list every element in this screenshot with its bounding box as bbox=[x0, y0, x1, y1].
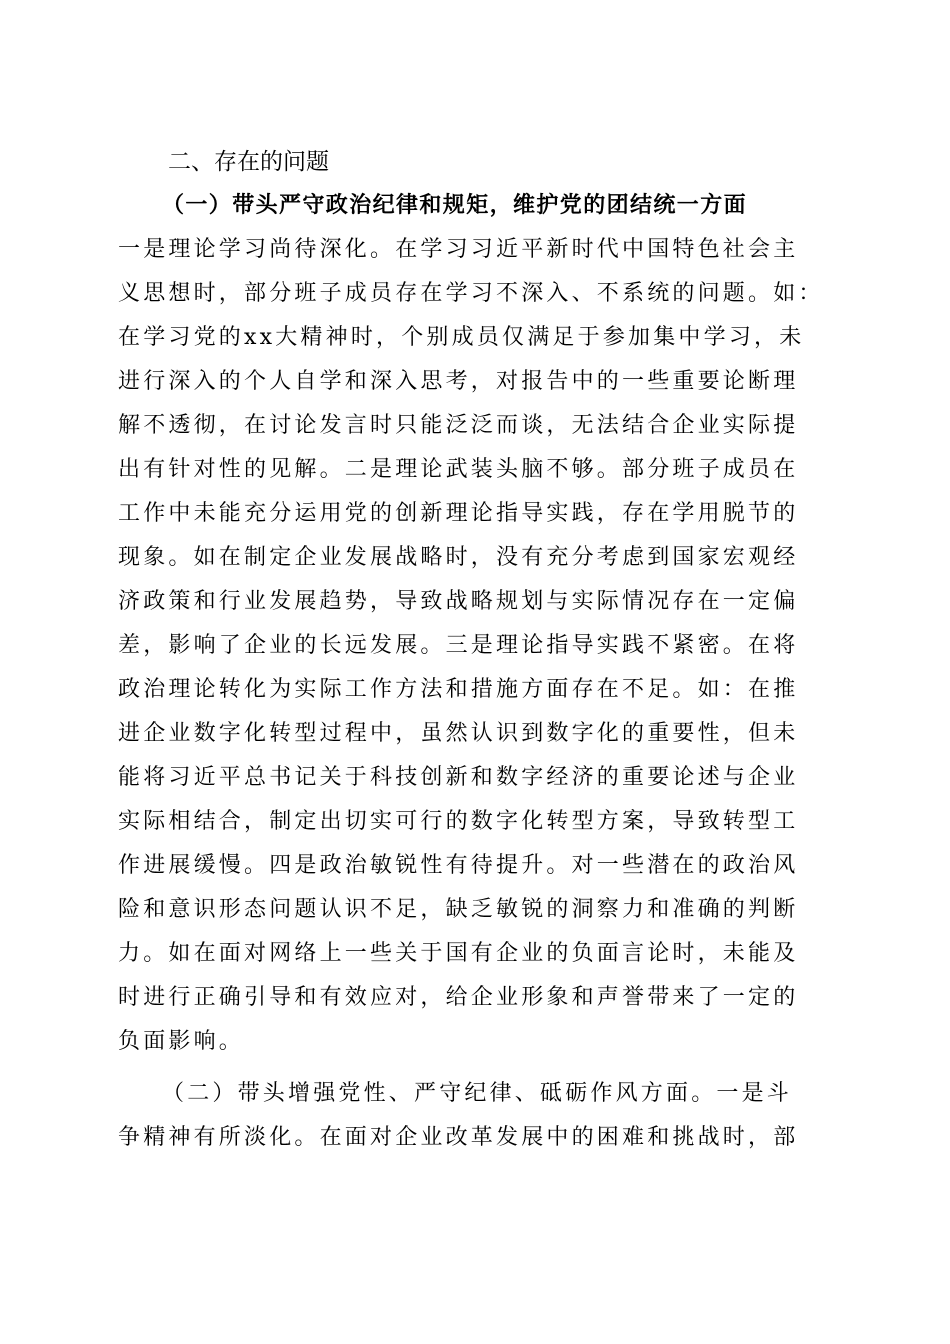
paragraph-line: 现象。如在制定企业发展战略时，没有充分考虑到国家宏观经 bbox=[118, 545, 799, 570]
paragraph-line: 进行深入的个人自学和深入思考，对报告中的一些重要论断理 bbox=[118, 369, 799, 394]
paragraph-line: 作进展缓慢。四是政治敏锐性有待提升。对一些潜在的政治风 bbox=[118, 853, 799, 878]
paragraph-line: 险和意识形态问题认识不足，缺乏敏锐的洞察力和准确的判断 bbox=[118, 897, 799, 922]
paragraph-line: 能将习近平总书记关于科技创新和数字经济的重要论述与企业 bbox=[118, 765, 799, 790]
paragraph-line: 一是理论学习尚待深化。在学习习近平新时代中国特色社会主 bbox=[118, 237, 799, 262]
part1-heading: （一）带头严守政治纪律和规矩，维护党的团结统一方面 bbox=[162, 193, 748, 218]
paragraph-line: 在学习党的xx大精神时，个别成员仅满足于参加集中学习，未 bbox=[118, 325, 805, 350]
part2-first-line: （二）带头增强党性、严守纪律、砥砺作风方面。一是斗 bbox=[162, 1081, 793, 1106]
paragraph-line: 解不透彻，在讨论发言时只能泛泛而谈，无法结合企业实际提 bbox=[118, 413, 799, 438]
paragraph-gap bbox=[118, 1064, 832, 1072]
paragraph-line: 政治理论转化为实际工作方法和措施方面存在不足。如：在推 bbox=[118, 677, 799, 702]
paragraph-line: 差，影响了企业的长远发展。三是理论指导实践不紧密。在将 bbox=[118, 633, 799, 658]
paragraph-line: 实际相结合，制定出切实可行的数字化转型方案，导致转型工 bbox=[118, 809, 799, 834]
paragraph-line: 负面影响。 bbox=[118, 1029, 245, 1054]
paragraph-line: 出有针对性的见解。二是理论武装头脑不够。部分班子成员在 bbox=[118, 457, 799, 482]
paragraph-line: 济政策和行业发展趋势，导致战略规划与实际情况存在一定偏 bbox=[118, 589, 799, 614]
section-heading: 二、存在的问题 bbox=[168, 149, 329, 175]
paragraph-line: 时进行正确引导和有效应对，给企业形象和声誉带来了一定的 bbox=[118, 985, 799, 1010]
paragraph-line: 工作中未能充分运用党的创新理论指导实践，存在学用脱节的 bbox=[118, 501, 799, 526]
paragraph-line: 进企业数字化转型过程中，虽然认识到数字化的重要性，但未 bbox=[118, 721, 799, 746]
paragraph-line: 义思想时，部分班子成员存在学习不深入、不系统的问题。如： bbox=[118, 281, 824, 306]
paragraph-line: 争精神有所淡化。在面对企业改革发展中的困难和挑战时，部 bbox=[118, 1125, 799, 1150]
paragraph-line: 力。如在面对网络上一些关于国有企业的负面言论时，未能及 bbox=[118, 941, 799, 966]
document-body bbox=[118, 140, 832, 1160]
